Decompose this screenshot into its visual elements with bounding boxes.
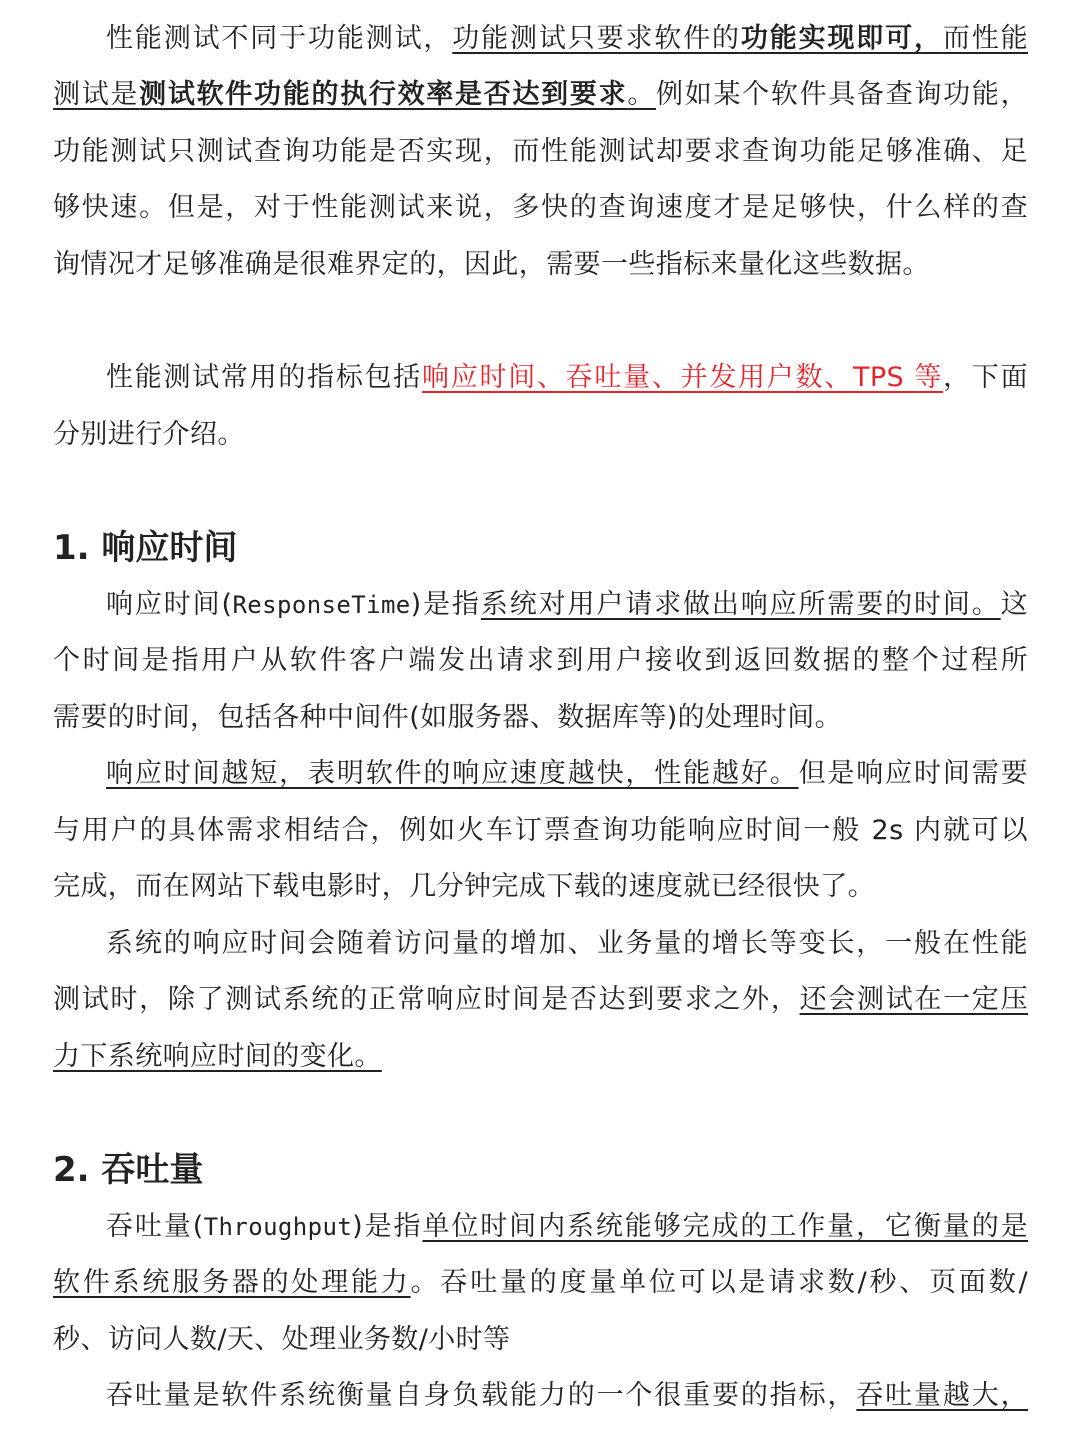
text-span: 但是响应时间需要 [798,758,1028,789]
intro-line-2 [53,73,1028,117]
latin-term: Throughput [203,1213,353,1241]
intro-line-3: 功能测试只测试查询功能是否实现，而性能测试却要求查询功能足够准确、足 [53,136,1028,167]
text-span: 性能测试不同于功能测试， [106,23,453,54]
underlined-text: 而性能 [942,23,1028,54]
red-highlight-text: 响应时间、吞吐量、并发用户数、TPS 等 [422,362,944,393]
s2-p1-line-3: 秒、访问人数/天、处理业务数/小时等 [53,1324,511,1355]
underlined-text: 响应时间越短，表明软件的响应速度越快，性能越好。 [106,758,799,789]
intro-line-5: 询情况才足够准确是很难界定的，因此，需要一些指标来量化这些数据。 [53,249,930,280]
bold-underlined-text: 测试软件功能的执行效率是否达到要求 [139,79,628,110]
text-span: 例如某个软件具备查询功能， [656,79,1029,110]
text-span: 性能测试常用的指标包括 [106,362,423,393]
intro-line-1 [53,17,1028,61]
section-heading-response-time: 1. 响应时间 [53,528,238,568]
text-span: 吞吐量是软件系统衡量自身负载能力的一个很重要的指标， [106,1380,857,1411]
s1-p2-line-1 [53,752,1028,796]
s1-p1-line-2: 个时间是指用户从软件客户端发出请求到用户接收到返回数据的整个过程所 [53,645,1028,676]
s2-p1-line-1 [53,1205,1028,1249]
bold-underlined-text: 功能实现即可， [740,23,943,54]
s2-p1-line-2 [53,1261,1028,1305]
underlined-text: 力下系统响应时间的变化。 [53,1041,382,1072]
metrics-line-1 [53,356,1028,400]
underlined-text: 还会测试在一定压 [799,984,1028,1015]
text-span: )是指 [352,1211,423,1242]
text-span: ，下面 [943,362,1029,393]
underlined-text: 系统对用户请求做出响应所需要的时间。 [480,589,1001,620]
s1-p3-line-3 [53,1035,1028,1079]
text-span: )是指 [410,589,481,620]
underlined-text: 软件系统服务器的处理能力 [53,1267,411,1298]
metrics-line-2: 分别进行介绍。 [53,419,245,450]
text-span: 测试时，除了测试系统的正常响应时间是否达到要求之外， [53,984,800,1015]
underlined-text: 。 [627,79,657,110]
s1-p3-line-1: 系统的响应时间会随着访问量的增加、业务量的增长等变长，一般在性能 [106,928,1028,959]
underlined-text: 测试是 [53,79,140,110]
underlined-text: 单位时间内系统能够完成的工作量，它衡量的是 [422,1211,1029,1242]
intro-line-4: 够快速。但是，对于性能测试来说，多快的查询速度才是足够快，什么样的查 [53,192,1028,223]
s1-p3-line-2 [53,978,1028,1022]
text-span: 吞吐量( [106,1211,204,1242]
s1-p1-line-1 [53,583,1028,627]
s1-p2-line-3: 完成，而在网站下载电影时，几分钟完成下载的速度就已经很快了。 [53,871,875,902]
s2-p2-line-1 [53,1374,1028,1418]
text-span: 。吞吐量的度量单位可以是请求数/秒、页面数/ [410,1267,1028,1298]
s1-p1-line-3: 需要的时间，包括各种中间件(如服务器、数据库等)的处理时间。 [53,702,843,733]
text-span: 响应时间( [106,589,233,620]
underlined-text: 吞吐量越大， [856,1380,1029,1411]
latin-term: ResponseTime [232,591,411,619]
s1-p2-line-2: 与用户的具体需求相结合，例如火车订票查询功能响应时间一般 2s 内就可以 [53,815,1028,846]
text-span: 这 [1000,589,1029,620]
underlined-text: 功能测试只要求软件的 [452,23,741,54]
section-heading-throughput: 2. 吞吐量 [53,1150,204,1190]
